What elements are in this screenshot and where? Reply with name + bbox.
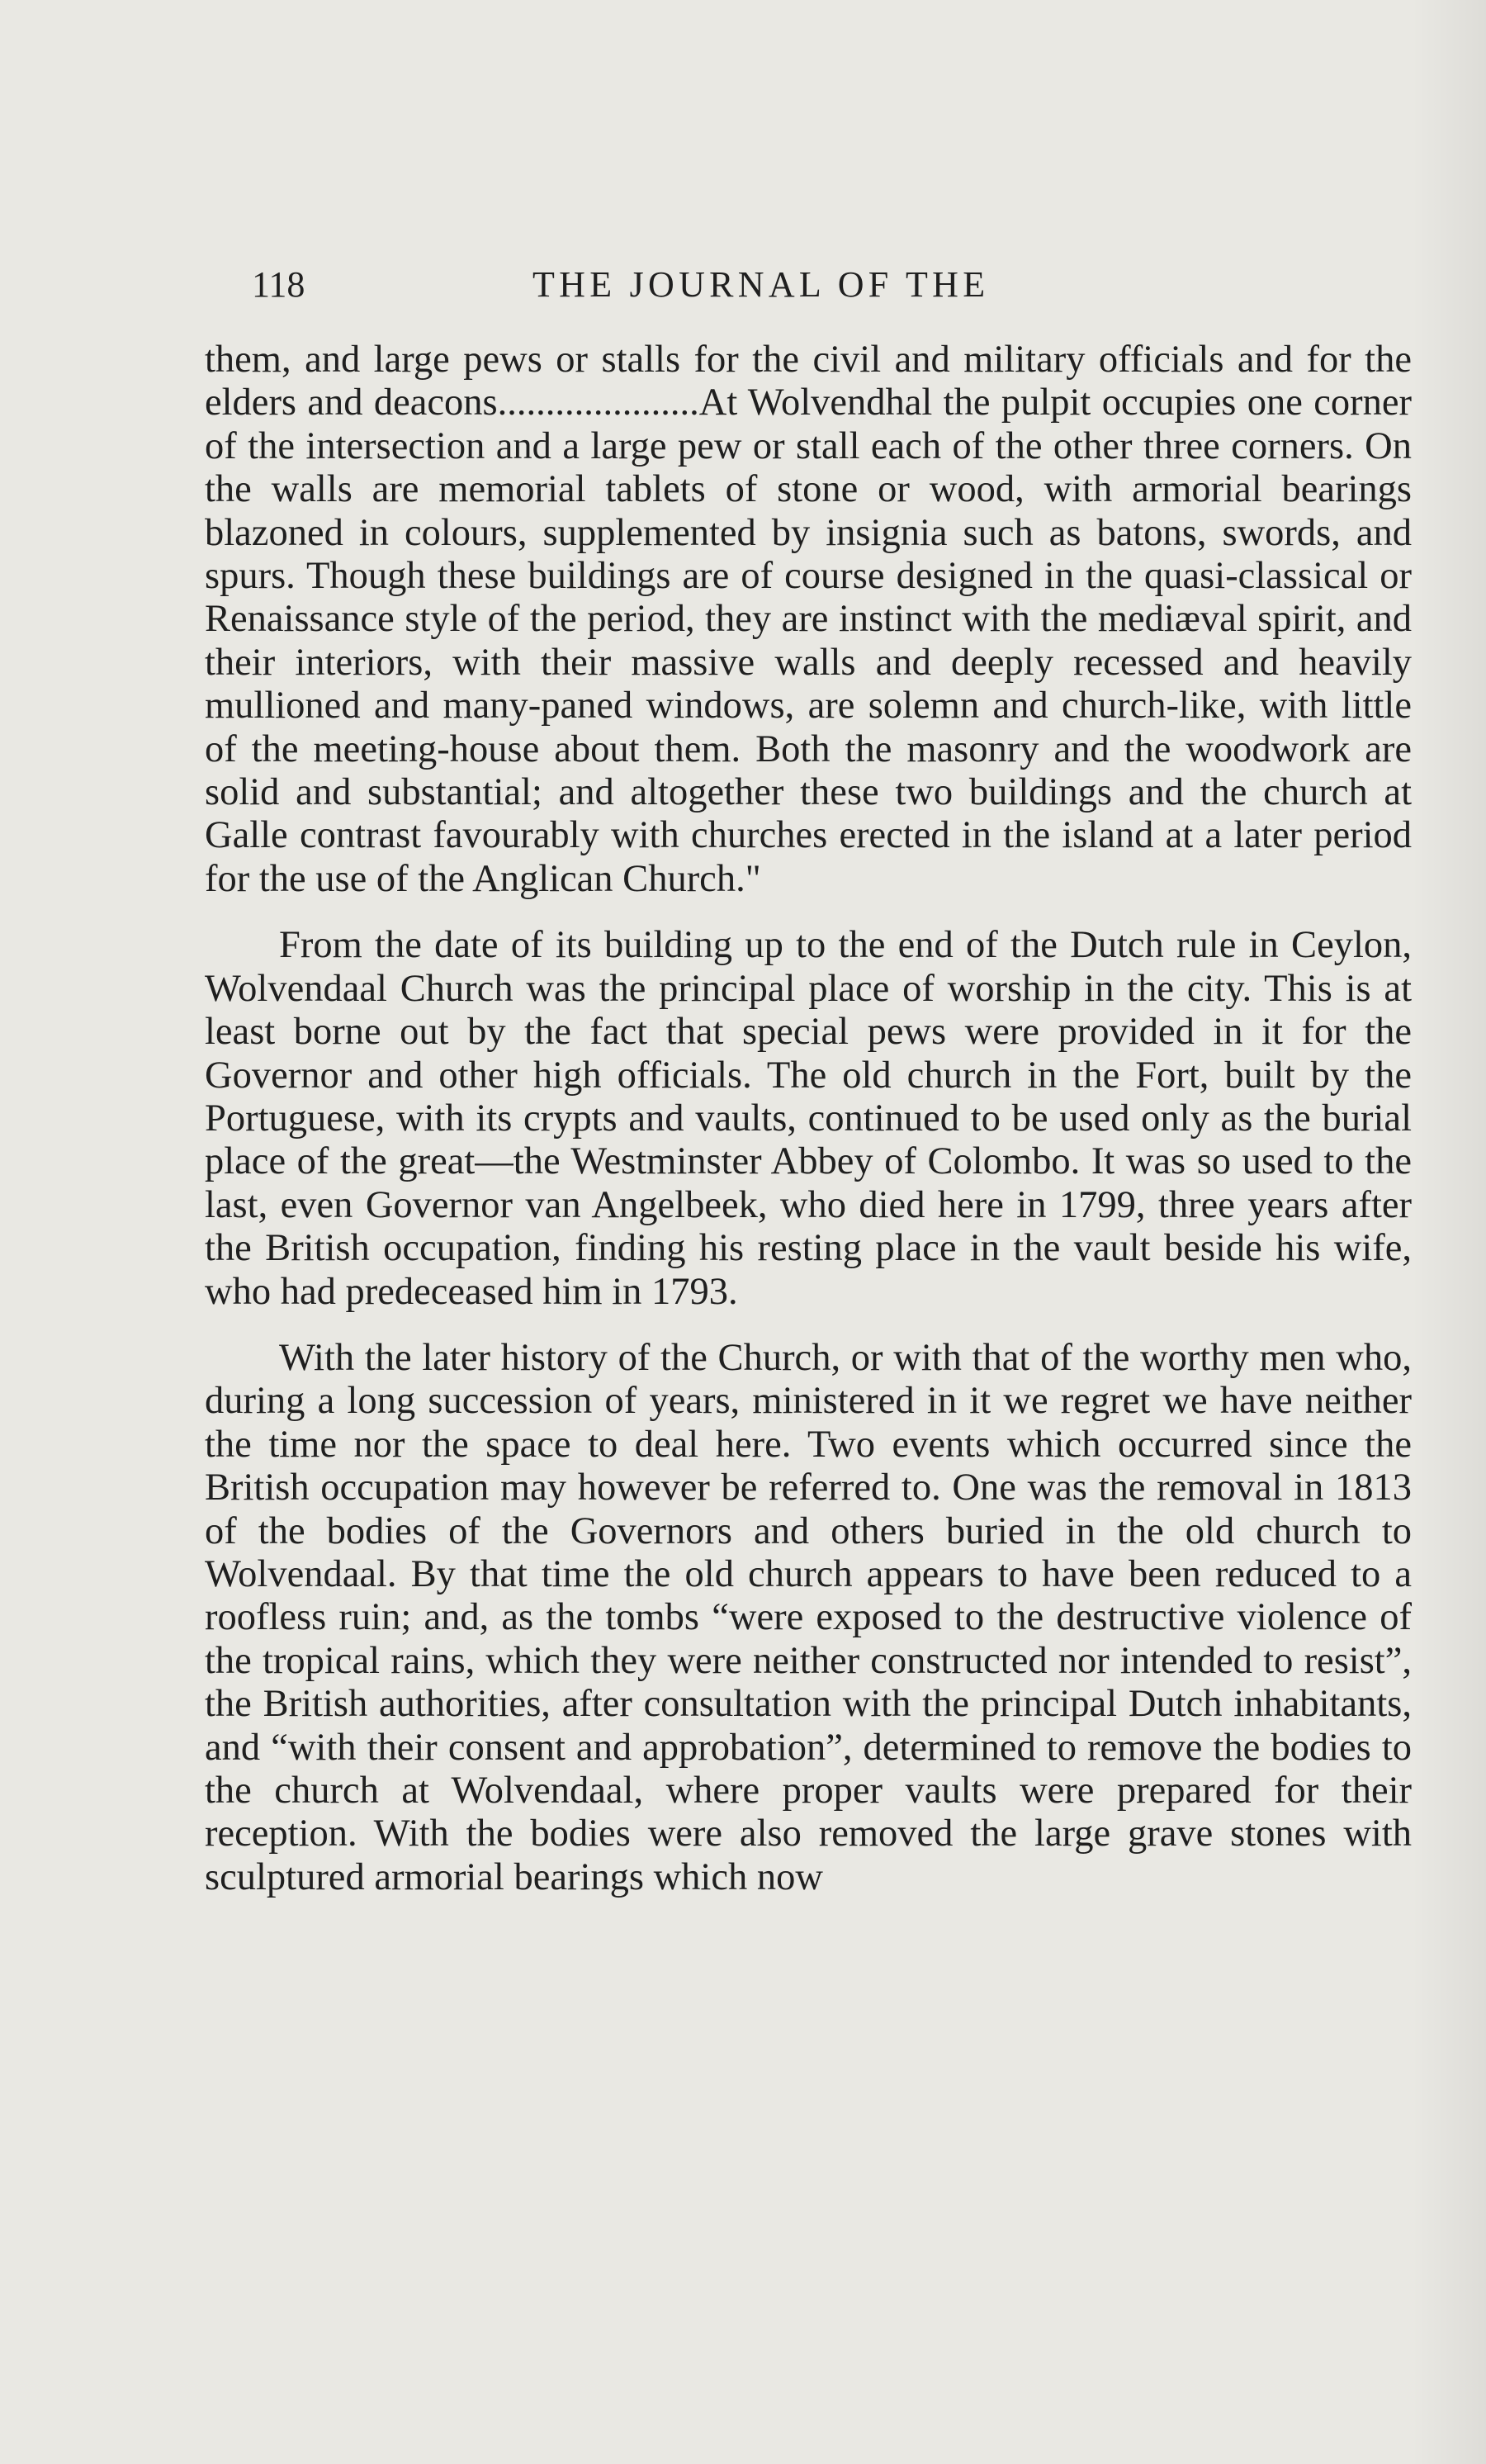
running-head: [252, 260, 1143, 310]
page-edge-shadow: [1412, 0, 1486, 2464]
paragraph-later-history: With the later history of the Church, or with that of the worthy men who, during a long succession of years, ministered in it we regret we have neither the time nor the space to deal here. Two events which occurred since the British occupation may however be referred to. One was the removal in 1813 of the bodies of the Governors and others buried in the old church to Wolvendaal. By that time the old church appears to have been reduced to a roofless ruin; and, as the tombs “were exposed to the destructive violence of the tropical rains, which they were neither constructed nor intended to resist”, the British authorities, after consultation with the principal Dutch inhabitants, and “with their consent and approbation”, determined to remove the bodies to the church at Wolvendaal, where proper vaults were prepared for their reception. With the bodies were also removed the large grave stones with sculptured armorial bearings which now: [205, 1336, 1412, 1898]
journal-title: THE JOURNAL OF THE: [532, 264, 990, 305]
paragraph-continued: them, and large pews or stalls for the civil and military officials and for the elders and deacons.....................At Wolvendhal the pulpit occupies one corner of the intersection and a large pew or stall each of the other three corners. On the walls are memorial tablets of stone or wood, with armorial bearings blazoned in colours, supplemented by insignia such as batons, swords, and spurs. Though these buildings are of course designed in the quasi-classical or Renaissance style of the period, they are instinct with the mediæval spirit, and their interiors, with their massive walls and deeply recessed and heavily mullioned and many-paned windows, are solemn and church-like, with little of the meeting-house about them. Both the masonry and the woodwork are solid and substantial; and altogether these two buildings and the church at Galle contrast favourably with churches erected in the island at a later period for the use of the Anglican Church.": [205, 339, 1412, 900]
paragraph-dutch-rule: From the date of its building up to the end of the Dutch rule in Ceylon, Wolvendaal Church was the principal place of worship in the city. This is at least borne out by the fact that special pews were provided in it for the Governor and other high officials. The old church in the Fort, built by the Portuguese, with its crypts and vaults, continued to be used only as the burial place of the great—the Westminster Abbey of Colombo. It was so used to the last, even Governor van Angelbeek, who died here in 1799, three years after the British occupation, finding his resting place in the vault beside his wife, who had predeceased him in 1793.: [205, 924, 1412, 1313]
page-number: 118: [252, 264, 305, 305]
article-body: [205, 339, 1412, 2304]
